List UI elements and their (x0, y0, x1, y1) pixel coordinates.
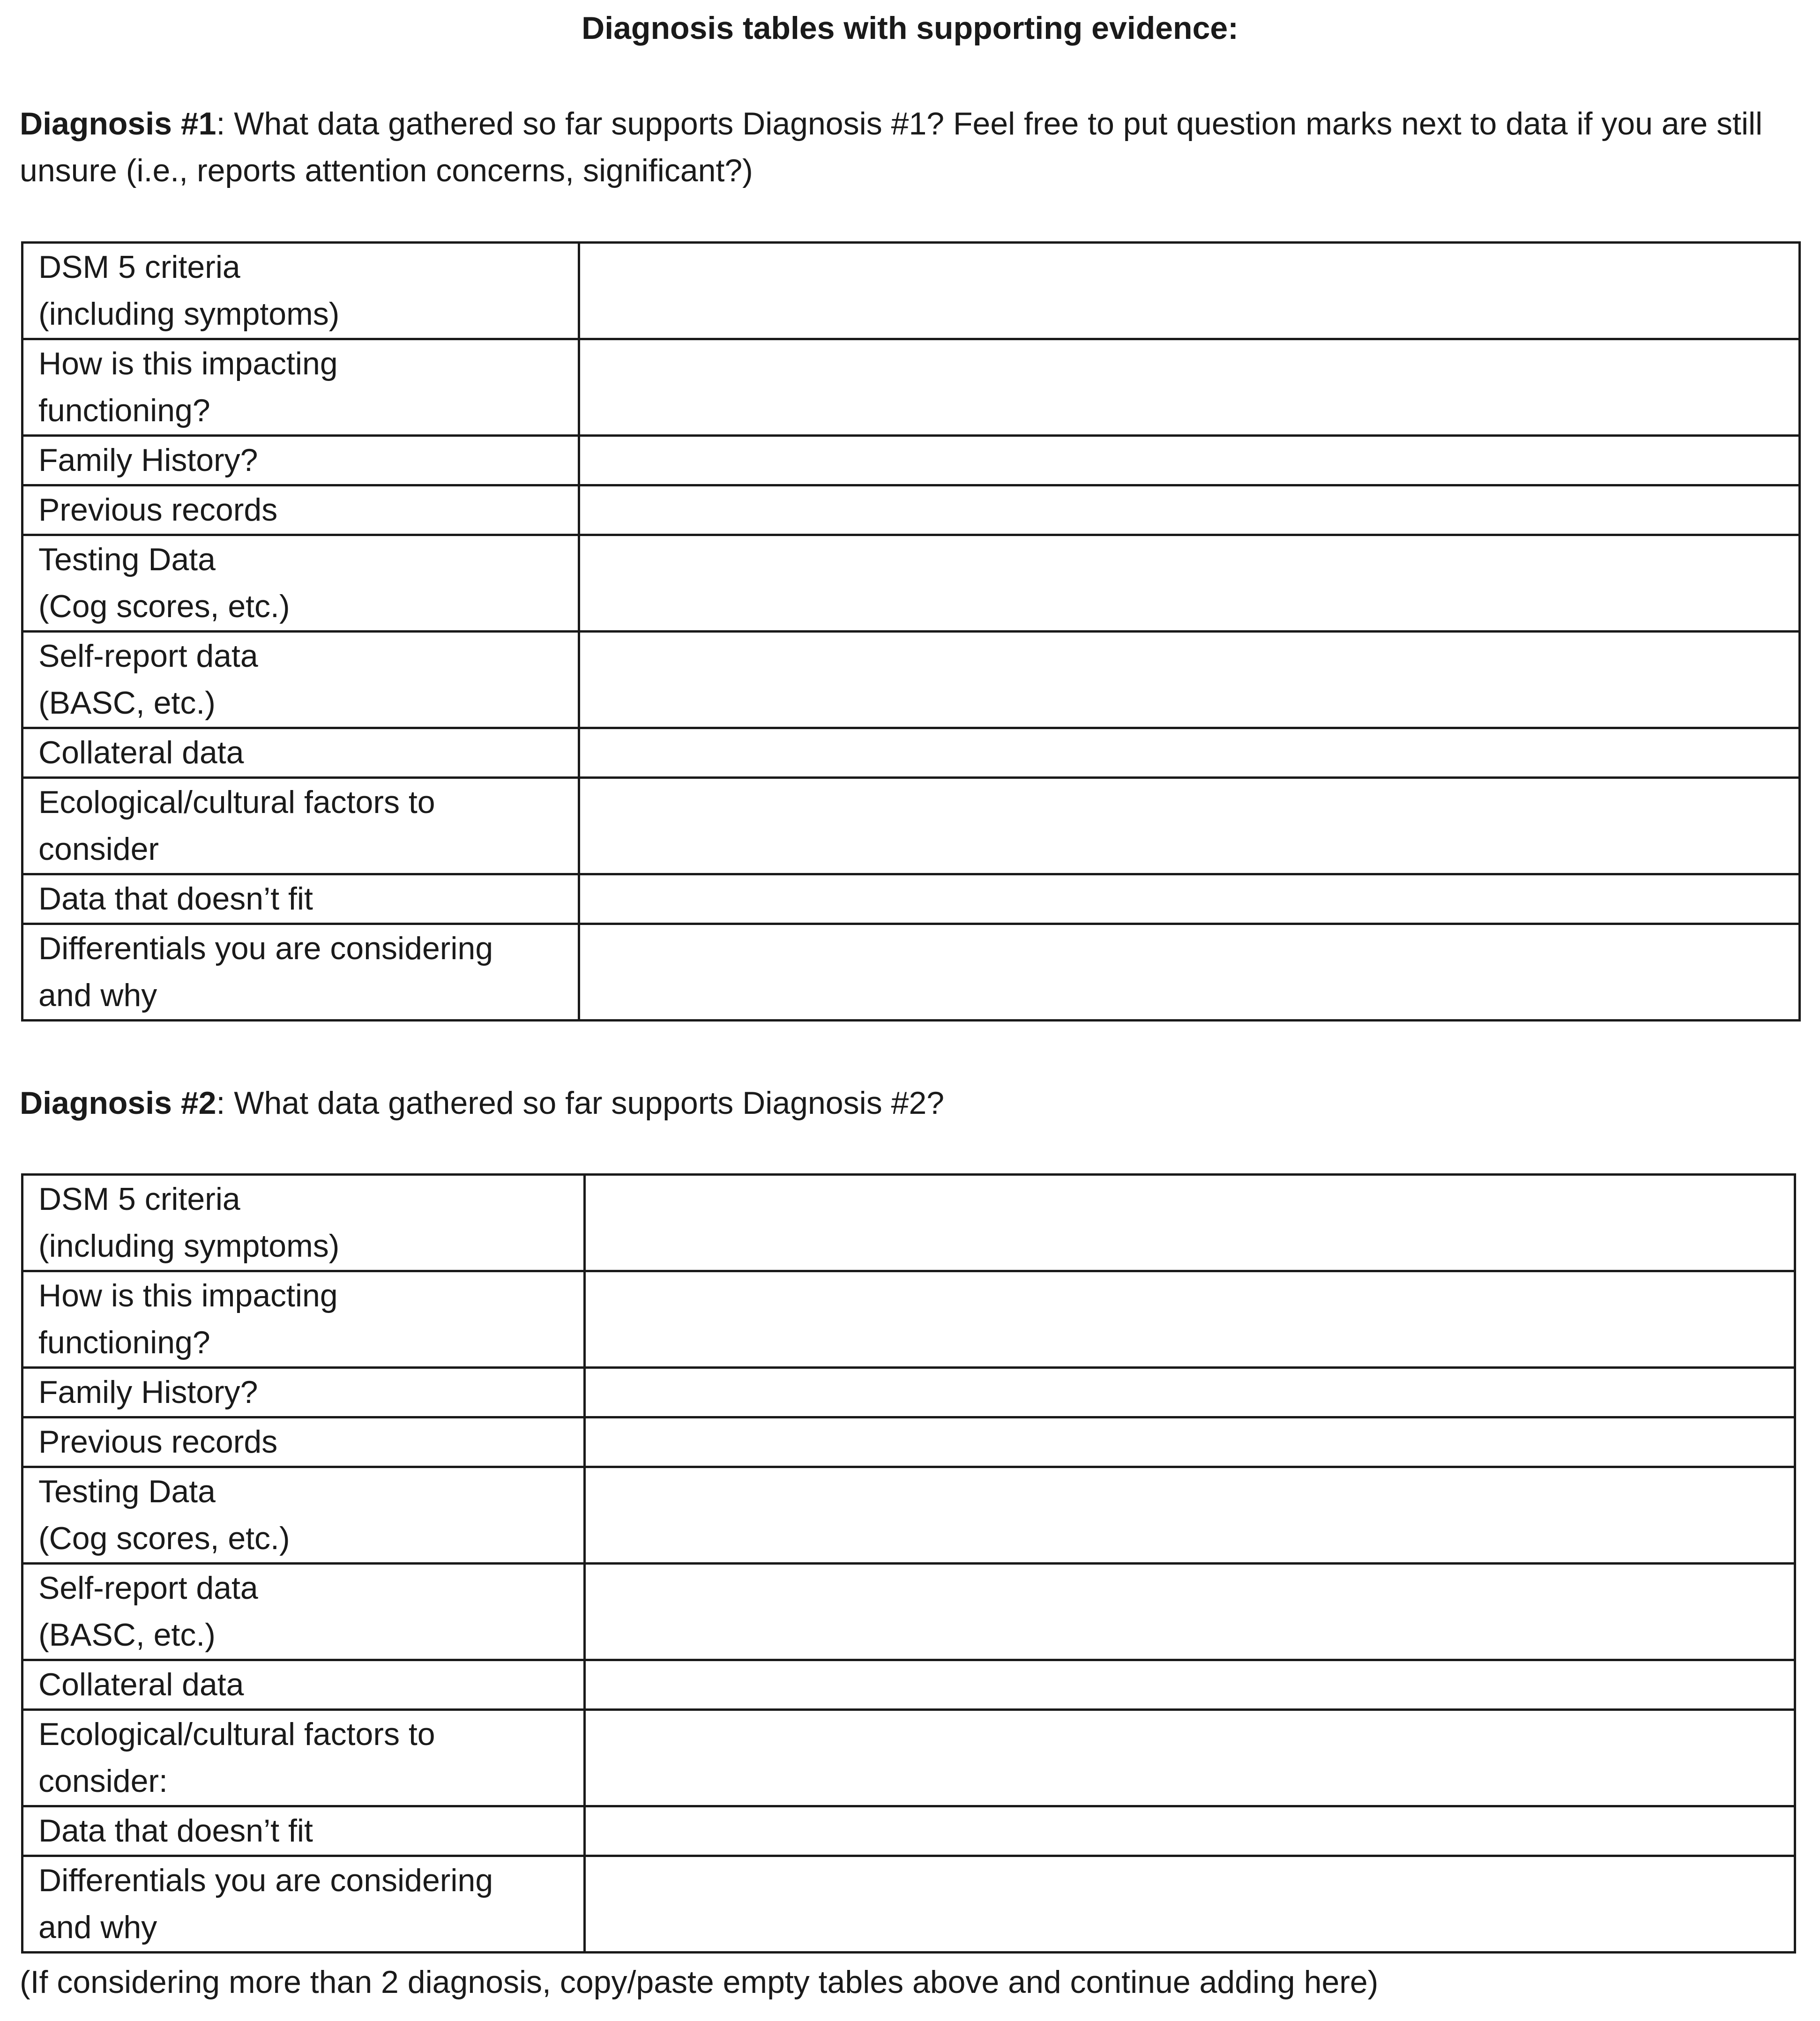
row-value-collateral-data[interactable] (585, 1660, 1795, 1710)
row-value-impact-on-functioning[interactable] (585, 1271, 1795, 1368)
table-row (22, 924, 1800, 1021)
row-label-impact-on-functioning: How is this impacting functioning? (22, 1271, 585, 1368)
row-label-collateral-data: Collateral data (22, 728, 579, 778)
table-row (22, 535, 1800, 632)
diagnosis-2-table (21, 1173, 1796, 1954)
row-label-testing-data: Testing Data (Cog scores, etc.) (22, 1467, 585, 1564)
row-value-family-history[interactable] (579, 436, 1800, 485)
row-value-collateral-data[interactable] (579, 728, 1800, 778)
row-label-data-that-doesnt-fit: Data that doesn’t fit (22, 1806, 585, 1856)
table-row (22, 728, 1800, 778)
table-row (22, 632, 1800, 728)
table-row (22, 1856, 1795, 1953)
row-label-self-report-data: Self-report data (BASC, etc.) (22, 1564, 585, 1660)
table-row (22, 1806, 1795, 1856)
table-row (22, 1660, 1795, 1710)
row-value-ecological-cultural-factors[interactable] (585, 1710, 1795, 1806)
row-label-dsm5-criteria: DSM 5 criteria (including symptoms) (22, 243, 579, 339)
row-label-collateral-data: Collateral data (22, 1660, 585, 1710)
diagnosis-2-prompt-text: : What data gathered so far supports Diagnosis #2? (216, 1085, 945, 1121)
table-row (22, 485, 1800, 535)
table-row (22, 1368, 1795, 1417)
diagnosis-1-prompt-text: : What data gathered so far supports Diagnosis #1? Feel free to put question marks next to data if you are still unsure (i.e., reports attention concerns, significant?) (20, 106, 1763, 188)
table-row (22, 1271, 1795, 1368)
row-value-previous-records[interactable] (579, 485, 1800, 535)
row-value-testing-data[interactable] (585, 1467, 1795, 1564)
row-label-differentials: Differentials you are considering and why (22, 924, 579, 1021)
diagnosis-1-table (21, 241, 1801, 1022)
row-value-self-report-data[interactable] (585, 1564, 1795, 1660)
row-label-impact-on-functioning: How is this impacting functioning? (22, 339, 579, 436)
table-row (22, 1564, 1795, 1660)
row-label-differentials: Differentials you are considering and why (22, 1856, 585, 1953)
footer-note: (If considering more than 2 diagnosis, copy/paste empty tables above and continue adding here) (20, 1964, 1379, 2000)
table-row (22, 339, 1800, 436)
row-value-differentials[interactable] (585, 1856, 1795, 1953)
table-row (22, 1175, 1795, 1271)
row-label-family-history: Family History? (22, 436, 579, 485)
row-value-dsm5-criteria[interactable] (579, 243, 1800, 339)
row-label-previous-records: Previous records (22, 1417, 585, 1467)
row-value-data-that-doesnt-fit[interactable] (579, 874, 1800, 924)
table-row (22, 1467, 1795, 1564)
row-value-previous-records[interactable] (585, 1417, 1795, 1467)
diagnosis-1-prompt (20, 100, 1800, 194)
row-label-ecological-cultural-factors: Ecological/cultural factors to consider: (22, 1710, 585, 1806)
row-label-data-that-doesnt-fit: Data that doesn’t fit (22, 874, 579, 924)
table-row (22, 243, 1800, 339)
row-value-ecological-cultural-factors[interactable] (579, 778, 1800, 874)
row-value-data-that-doesnt-fit[interactable] (585, 1806, 1795, 1856)
row-label-dsm5-criteria: DSM 5 criteria (including symptoms) (22, 1175, 585, 1271)
row-value-self-report-data[interactable] (579, 632, 1800, 728)
table-row (22, 436, 1800, 485)
table-row (22, 1710, 1795, 1806)
row-label-self-report-data: Self-report data (BASC, etc.) (22, 632, 579, 728)
row-value-family-history[interactable] (585, 1368, 1795, 1417)
row-value-impact-on-functioning[interactable] (579, 339, 1800, 436)
page-title: Diagnosis tables with supporting evidence: (582, 10, 1238, 46)
row-value-dsm5-criteria[interactable] (585, 1175, 1795, 1271)
row-value-differentials[interactable] (579, 924, 1800, 1021)
row-label-family-history: Family History? (22, 1368, 585, 1417)
diagnosis-2-prompt (20, 1080, 1800, 1126)
table-row (22, 874, 1800, 924)
table-row (22, 778, 1800, 874)
row-label-ecological-cultural-factors: Ecological/cultural factors to consider (22, 778, 579, 874)
row-label-previous-records: Previous records (22, 485, 579, 535)
diagnosis-1-label: Diagnosis #1 (20, 106, 216, 142)
row-label-testing-data: Testing Data (Cog scores, etc.) (22, 535, 579, 632)
diagnosis-2-label: Diagnosis #2 (20, 1085, 216, 1121)
row-value-testing-data[interactable] (579, 535, 1800, 632)
table-row (22, 1417, 1795, 1467)
